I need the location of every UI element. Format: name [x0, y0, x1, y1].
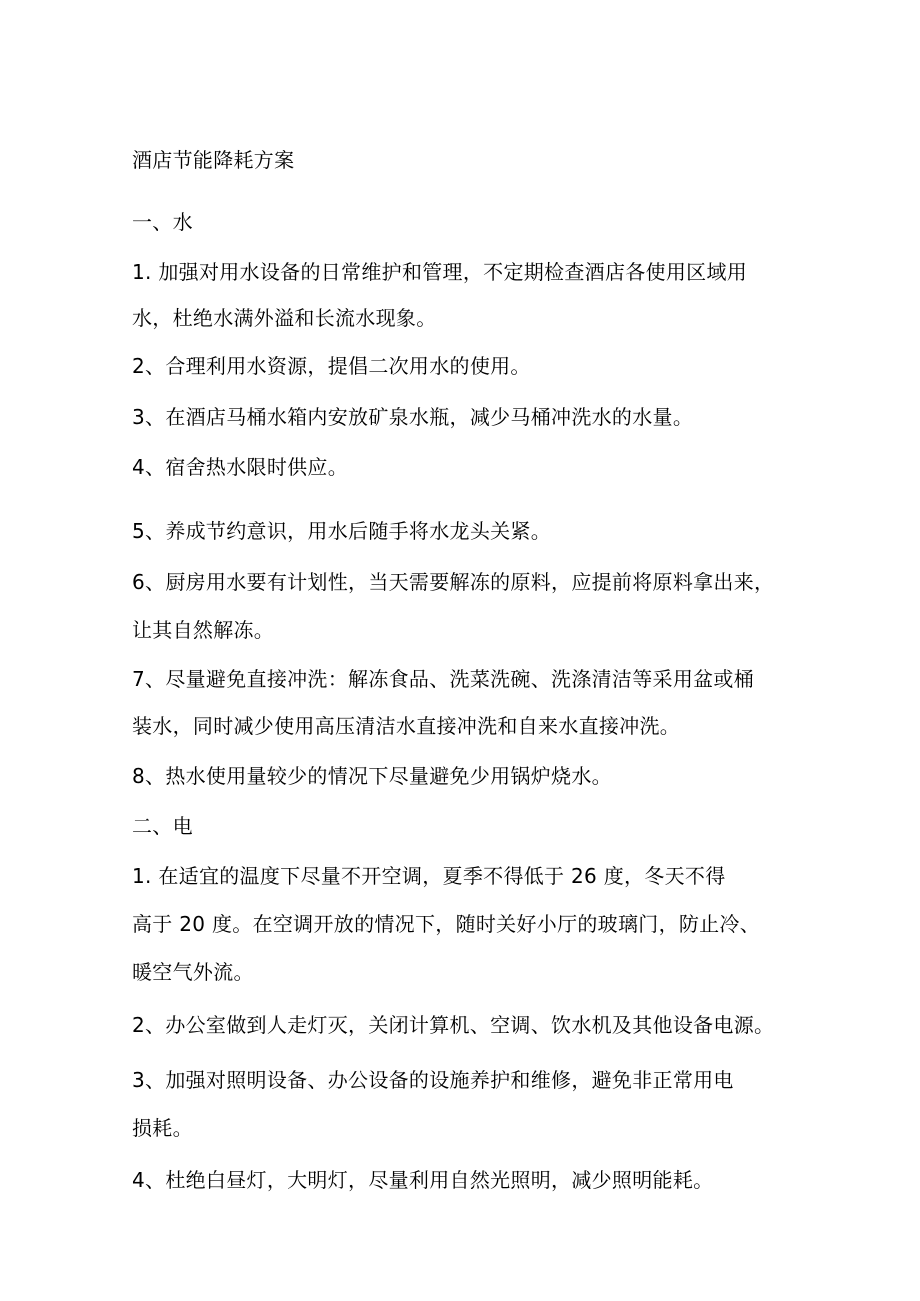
water-item-7-line-1: 7、尽量避免直接冲洗：解冻食品、洗菜洗碗、洗涤清洁等采用盆或桶	[132, 667, 755, 691]
section-heading-water: 一、水	[132, 210, 193, 234]
power-item-4: 4、杜绝白昼灯，大明灯，尽量利用自然光照明，减少照明能耗。	[132, 1168, 714, 1192]
power-item-1-line-2: 高于 20 度。在空调开放的情况下，随时关好小厅的玻璃门，防止冷、	[132, 912, 761, 936]
water-item-1-line-2: 水，杜绝水满外溢和长流水现象。	[132, 306, 437, 330]
power-item-3-line-1: 3、加强对照明设备、办公设备的设施养护和维修，避免非正常用电	[132, 1068, 734, 1092]
document-title: 酒店节能降耗方案	[132, 148, 295, 172]
water-item-4: 4、宿舍热水限时供应。	[132, 455, 349, 479]
water-item-3: 3、在酒店马桶水箱内安放矿泉水瓶，减少马桶冲洗水的水量。	[132, 405, 694, 429]
water-item-2: 2、合理利用水资源，提倡二次用水的使用。	[132, 354, 531, 378]
section-heading-power: 二、电	[132, 814, 193, 838]
water-item-1-line-1: 1. 加强对用水设备的日常维护和管理，不定期检查酒店各使用区域用	[132, 260, 748, 284]
water-item-7-line-2: 装水，同时减少使用高压清洁水直接冲洗和自来水直接冲洗。	[132, 714, 681, 738]
water-item-6-line-2: 让其自然解冻。	[132, 618, 275, 642]
water-item-5: 5、养成节约意识，用水后随手将水龙头关紧。	[132, 519, 552, 543]
power-item-1-line-3: 暖空气外流。	[132, 960, 254, 984]
power-item-3-line-2: 损耗。	[132, 1116, 193, 1140]
water-item-6-line-1: 6、厨房用水要有计划性，当天需要解冻的原料，应提前将原料拿出来，	[132, 570, 775, 594]
water-item-8: 8、热水使用量较少的情况下尽量避免少用锅炉烧水。	[132, 764, 612, 788]
power-item-1-line-1: 1. 在适宜的温度下尽量不开空调，夏季不得低于 26 度，冬天不得	[132, 864, 726, 888]
power-item-2: 2、办公室做到人走灯灭，关闭计算机、空调、饮水机及其他设备电源。	[132, 1013, 775, 1037]
